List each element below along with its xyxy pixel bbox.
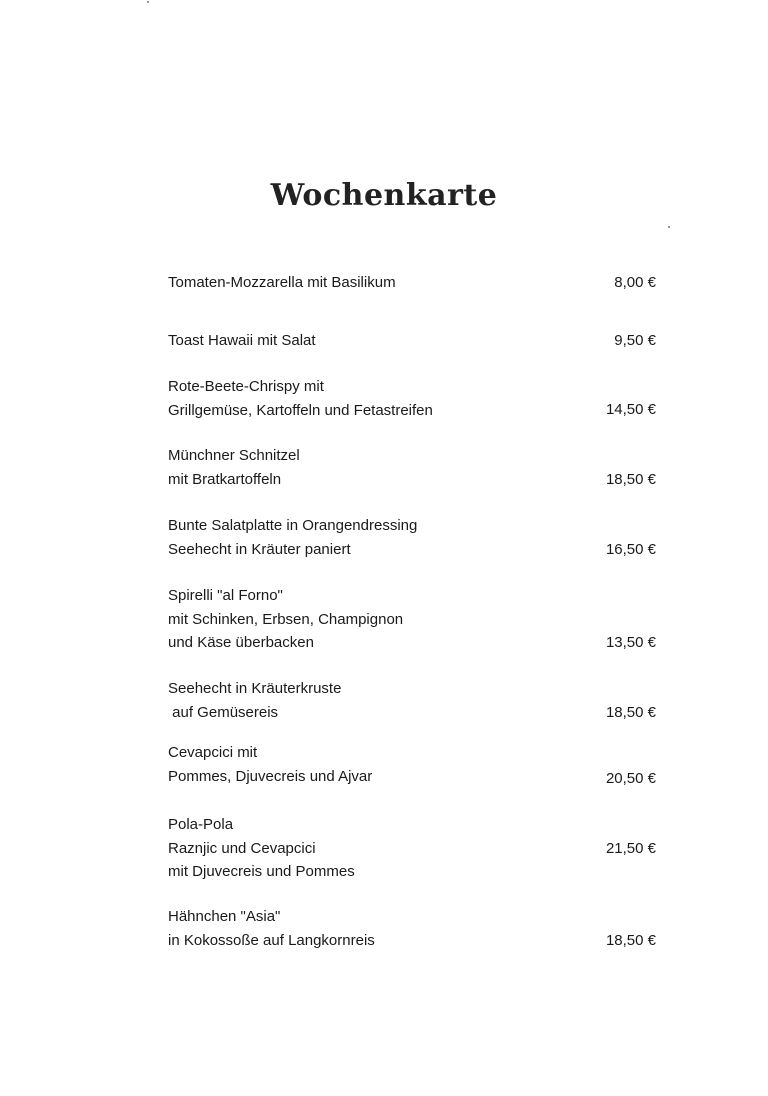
menu-item-line: Cevapcici mit — [168, 744, 258, 761]
menu-item-line: Spirelli "al Forno" — [168, 587, 283, 604]
menu-item-line: Seehecht in Kräuter paniert — [168, 540, 351, 558]
menu-item-price: 16,50 € — [605, 541, 656, 558]
scan-speck — [147, 1, 149, 3]
menu-item-line: Seehecht in Kräuterkruste — [168, 680, 342, 697]
menu-item-line: Rote-Beete-Chrispy mit — [168, 378, 324, 395]
menu-item-line: Bunte Salatplatte in Orangendressing — [168, 517, 418, 534]
menu-item-line: Raznjic und Cevapcici — [168, 839, 316, 857]
page-title: Wochenkarte — [270, 178, 498, 213]
menu-item-line: Toast Hawaii mit Salat — [168, 332, 316, 349]
menu-item-price: 18,50 € — [605, 471, 656, 488]
menu-item-price: 9,50 € — [614, 332, 656, 349]
menu-item-description — [168, 444, 568, 491]
menu-item-description — [168, 514, 568, 561]
menu-item-description — [168, 813, 568, 884]
menu-item-line: und Käse überbacken — [168, 634, 314, 651]
menu-item-line: Pommes, Djuvecreis und Ajvar — [168, 767, 373, 785]
menu-item-price: 13,50 € — [605, 634, 656, 651]
menu-item-price: 20,50 € — [605, 770, 656, 787]
menu-item-line: Tomaten-Mozzarella mit Basilikum — [168, 274, 396, 291]
scan-speck — [668, 226, 670, 228]
menu-item-price: 21,50 € — [605, 840, 656, 857]
menu-item-price: 18,50 € — [605, 932, 656, 949]
menu-item-description — [168, 375, 568, 422]
menu-item-description — [168, 741, 568, 788]
menu-item-line: Pola-Pola — [168, 816, 234, 833]
menu-item-description — [168, 584, 568, 655]
menu-item-price: 8,00 € — [614, 274, 656, 291]
menu-item-price: 18,50 € — [605, 704, 656, 721]
menu-item-line: mit Djuvecreis und Pommes — [168, 863, 355, 880]
menu-item-line: mit Bratkartoffeln — [168, 470, 282, 488]
menu-item-line: Münchner Schnitzel — [168, 447, 300, 464]
menu-item-line: Grillgemüse, Kartoffeln und Fetastreifen — [168, 401, 433, 419]
menu-item-description — [168, 905, 568, 952]
menu-item-line: in Kokossoße auf Langkornreis — [168, 931, 375, 949]
menu-item-line: Hähnchen "Asia" — [168, 908, 281, 925]
menu-item-line: auf Gemüsereis — [168, 703, 279, 721]
menu-item-description — [168, 677, 568, 724]
menu-item-description — [168, 271, 568, 295]
menu-item-price: 14,50 € — [605, 401, 656, 418]
menu-item-line: mit Schinken, Erbsen, Champignon — [168, 610, 404, 628]
menu-item-description — [168, 329, 568, 353]
